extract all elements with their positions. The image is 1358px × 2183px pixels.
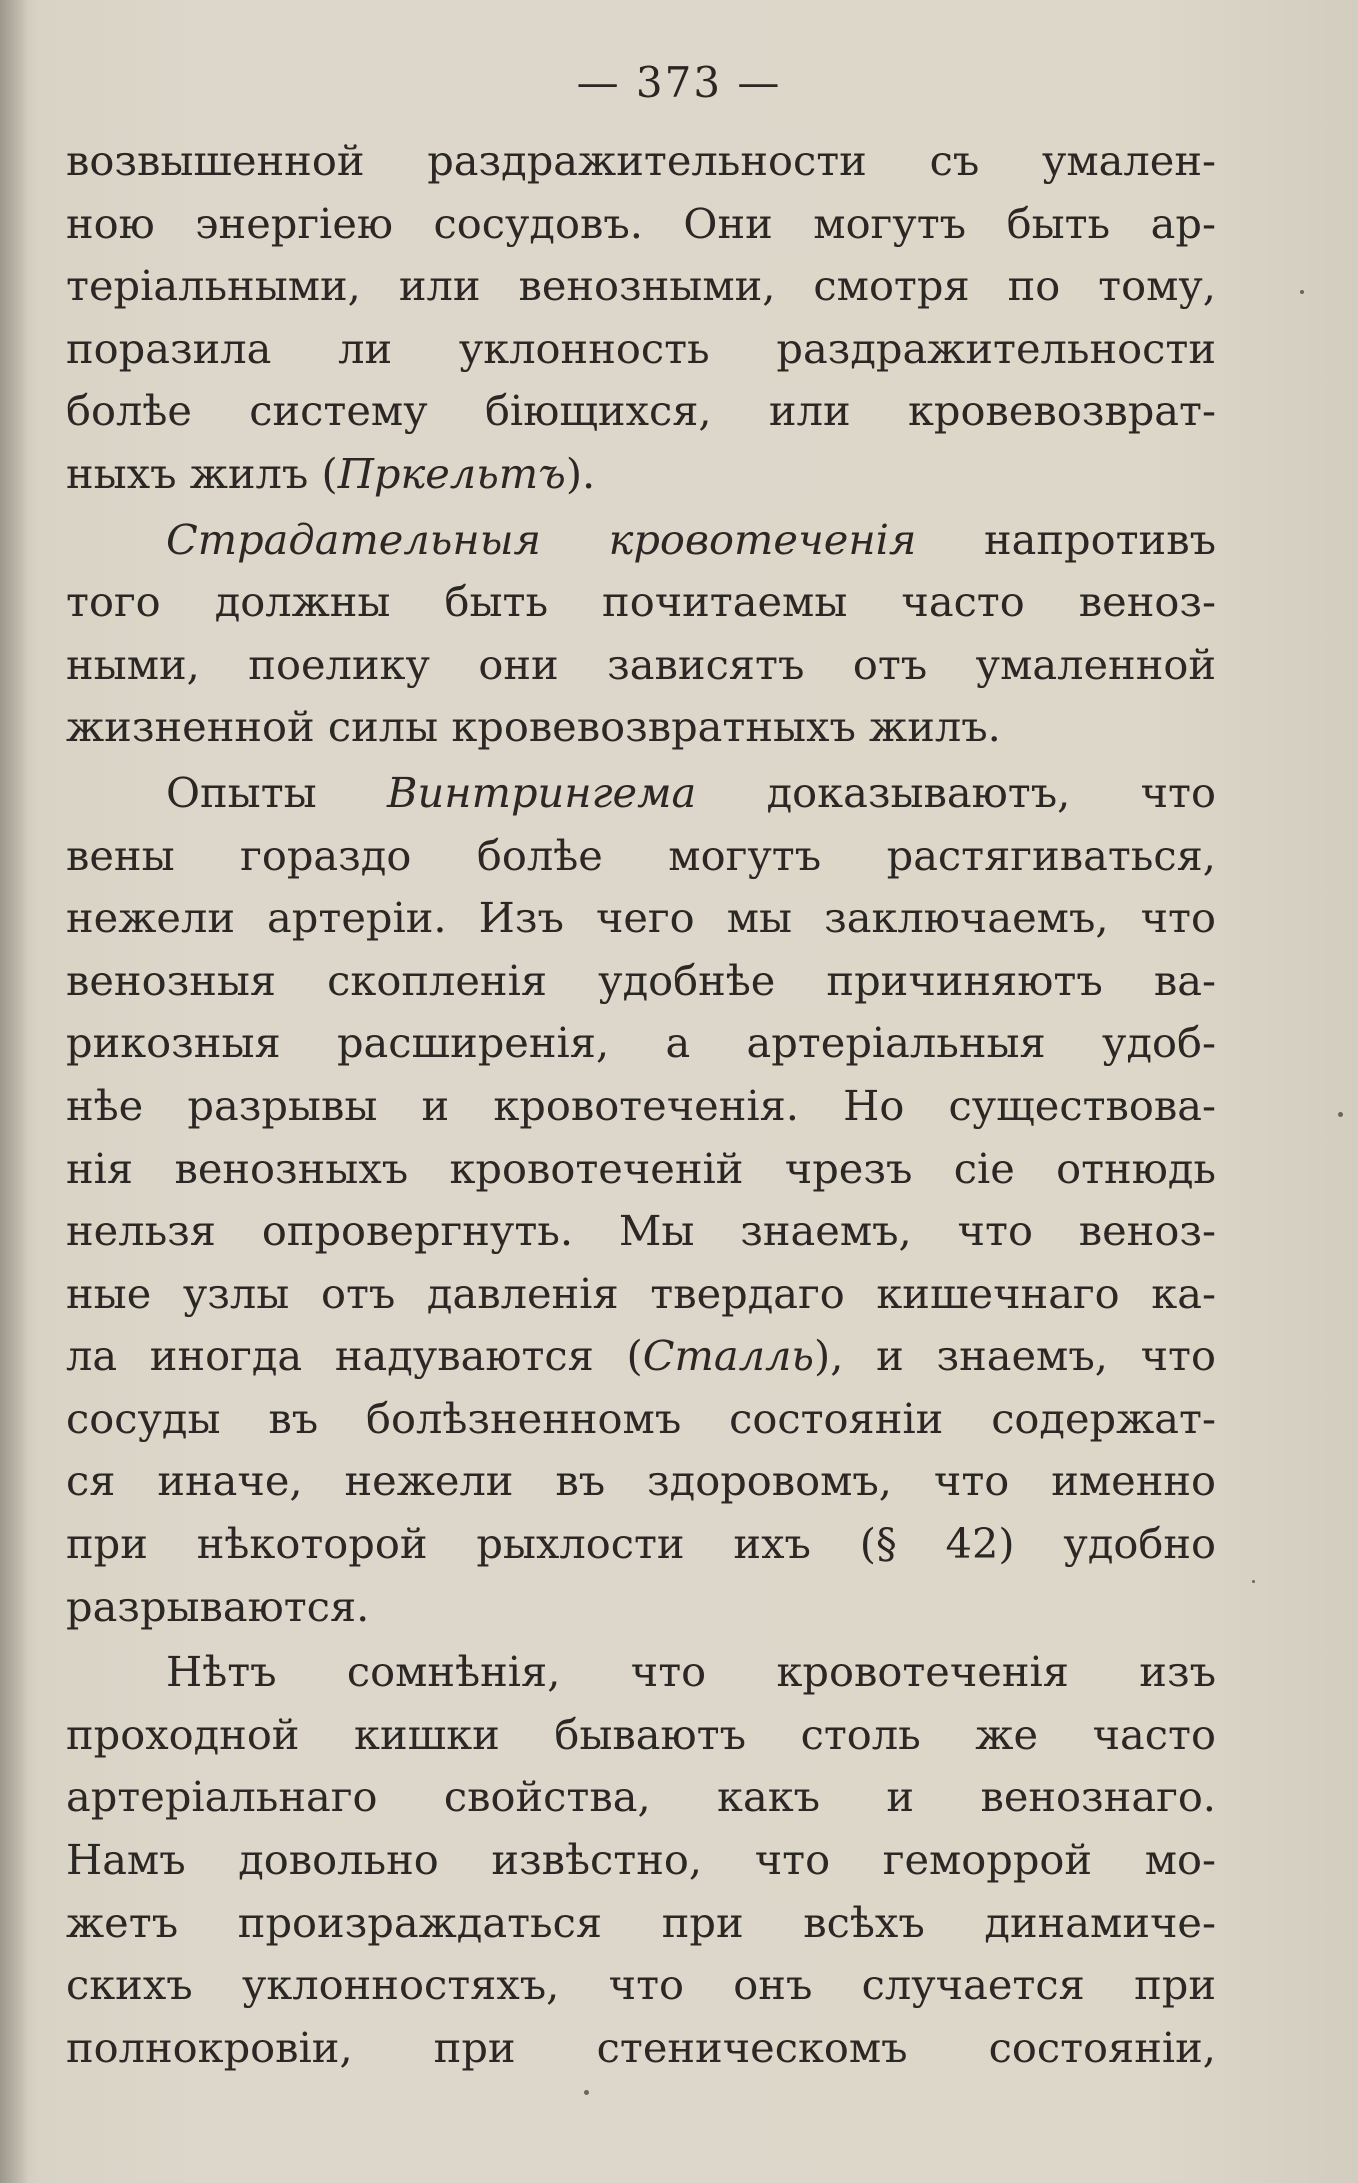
text-segment: Нѣтъ сомнѣнія, что кровотеченія изъ xyxy=(166,1647,1216,1697)
italic-term: Винтрингема xyxy=(387,767,697,817)
text-segment: нежели артеріи. Изъ чего мы заключаемъ, что xyxy=(66,893,1216,943)
text-line-l04 xyxy=(66,318,1216,381)
italic-term: Сталль xyxy=(642,1331,815,1381)
text-line-l13 xyxy=(66,887,1216,950)
italic-term: Страдательныя кровотеченія xyxy=(166,514,917,564)
text-segment: Намъ довольно извѣстно, что геморрой мо- xyxy=(66,1835,1216,1885)
text-segment: нельзя опровергнуть. Мы знаемъ, что веноз- xyxy=(66,1206,1216,1256)
text-line-l09 xyxy=(66,634,1216,697)
text-segment: вены гораздо болѣе могутъ растягиваться, xyxy=(66,830,1216,880)
text-segment: возвышенной раздражительности съ умален- xyxy=(66,136,1216,185)
text-segment: жизненной силы кровевозвратныхъ жилъ. xyxy=(66,702,1001,752)
text-segment: жетъ произраждаться при всѣхъ динамиче- xyxy=(66,1897,1216,1947)
text-line-l28 xyxy=(66,1829,1216,1892)
paper-speck xyxy=(584,2090,589,2095)
page-number: — 373 — xyxy=(576,58,782,107)
text-line-l19 xyxy=(66,1263,1216,1326)
text-line-l22 xyxy=(66,1450,1216,1513)
text-segment: ные узлы отъ давленія твердаго кишечнаго ка- xyxy=(66,1268,1216,1318)
text-segment: ными, поелику они зависятъ отъ умаленной xyxy=(66,639,1216,689)
text-line-l16 xyxy=(66,1075,1216,1138)
body-text xyxy=(66,130,1216,2079)
text-line-l31 xyxy=(66,2017,1216,2080)
text-line-l30 xyxy=(66,1954,1216,2017)
text-segment: артеріальнаго свойства, какъ и венознаго. xyxy=(66,1772,1216,1822)
text-line-l10 xyxy=(66,696,1216,759)
text-segment: ). xyxy=(565,448,596,498)
text-line-l23 xyxy=(66,1513,1216,1576)
text-segment: нѣе разрывы и кровотеченія. Но существова- xyxy=(66,1080,1216,1130)
text-segment: ), и знаемъ, что xyxy=(814,1331,1216,1381)
text-segment: напротивъ xyxy=(916,514,1216,564)
text-segment: болѣе систему біющихся, или кровевозврат- xyxy=(66,386,1216,436)
binding-shadow xyxy=(0,0,28,2183)
text-segment: при нѣкоторой рыхлости ихъ (§ 42) удобно xyxy=(66,1519,1216,1569)
text-line-l08 xyxy=(66,571,1216,634)
text-line-l02 xyxy=(66,193,1216,256)
text-line-l14 xyxy=(66,950,1216,1013)
text-segment: ныхъ жилъ ( xyxy=(66,448,338,498)
text-segment: ся иначе, нежели въ здоровомъ, что именно xyxy=(66,1456,1216,1506)
paper-speck xyxy=(1300,290,1304,294)
text-segment: поразила ли уклонность раздражительности xyxy=(66,323,1216,373)
text-line-l15 xyxy=(66,1012,1216,1075)
text-segment: доказываютъ, что xyxy=(696,767,1216,817)
text-line-l17 xyxy=(66,1138,1216,1201)
paper-speck xyxy=(1338,1112,1343,1117)
text-segment: ла иногда надуваются ( xyxy=(66,1331,643,1381)
text-line-l07 xyxy=(66,509,1216,572)
paper-speck xyxy=(1252,1580,1255,1583)
text-line-l06 xyxy=(66,443,1216,506)
text-segment: полнокровіи, при стеническомъ состояніи, xyxy=(66,2022,1216,2072)
text-segment: венозныя скопленія удобнѣе причиняютъ ва- xyxy=(66,955,1216,1005)
text-segment: нія венозныхъ кровотеченій чрезъ сіе отнюдь xyxy=(66,1143,1216,1193)
text-segment: Опыты xyxy=(166,767,388,817)
text-segment: теріальными, или венозными, смотря по тому, xyxy=(66,261,1216,311)
text-segment: рикозныя расширенія, а артеріальныя удоб- xyxy=(66,1018,1216,1068)
text-segment: скихъ уклонностяхъ, что онъ случается при xyxy=(66,1960,1216,2010)
text-line-l25 xyxy=(66,1641,1216,1704)
text-line-l21 xyxy=(66,1388,1216,1451)
text-line-l01 xyxy=(66,130,1216,193)
text-line-l26 xyxy=(66,1704,1216,1767)
text-line-l03 xyxy=(66,255,1216,318)
text-line-l18 xyxy=(66,1200,1216,1263)
text-line-l24 xyxy=(66,1576,1216,1639)
italic-term: Пркельтъ xyxy=(337,448,566,498)
text-line-l29 xyxy=(66,1892,1216,1955)
text-line-l27 xyxy=(66,1766,1216,1829)
text-line-l11 xyxy=(66,762,1216,825)
text-segment: разрываются. xyxy=(66,1581,370,1631)
text-line-l12 xyxy=(66,825,1216,888)
text-line-l20 xyxy=(66,1325,1216,1388)
text-segment: проходной кишки бываютъ столь же часто xyxy=(66,1709,1216,1759)
text-segment: ною энергіею сосудовъ. Они могутъ быть ар- xyxy=(66,198,1216,248)
text-line-l05 xyxy=(66,380,1216,443)
text-segment: того должны быть почитаемы часто веноз- xyxy=(66,577,1216,627)
text-segment: сосуды въ болѣзненномъ состояніи содержат- xyxy=(66,1393,1216,1443)
